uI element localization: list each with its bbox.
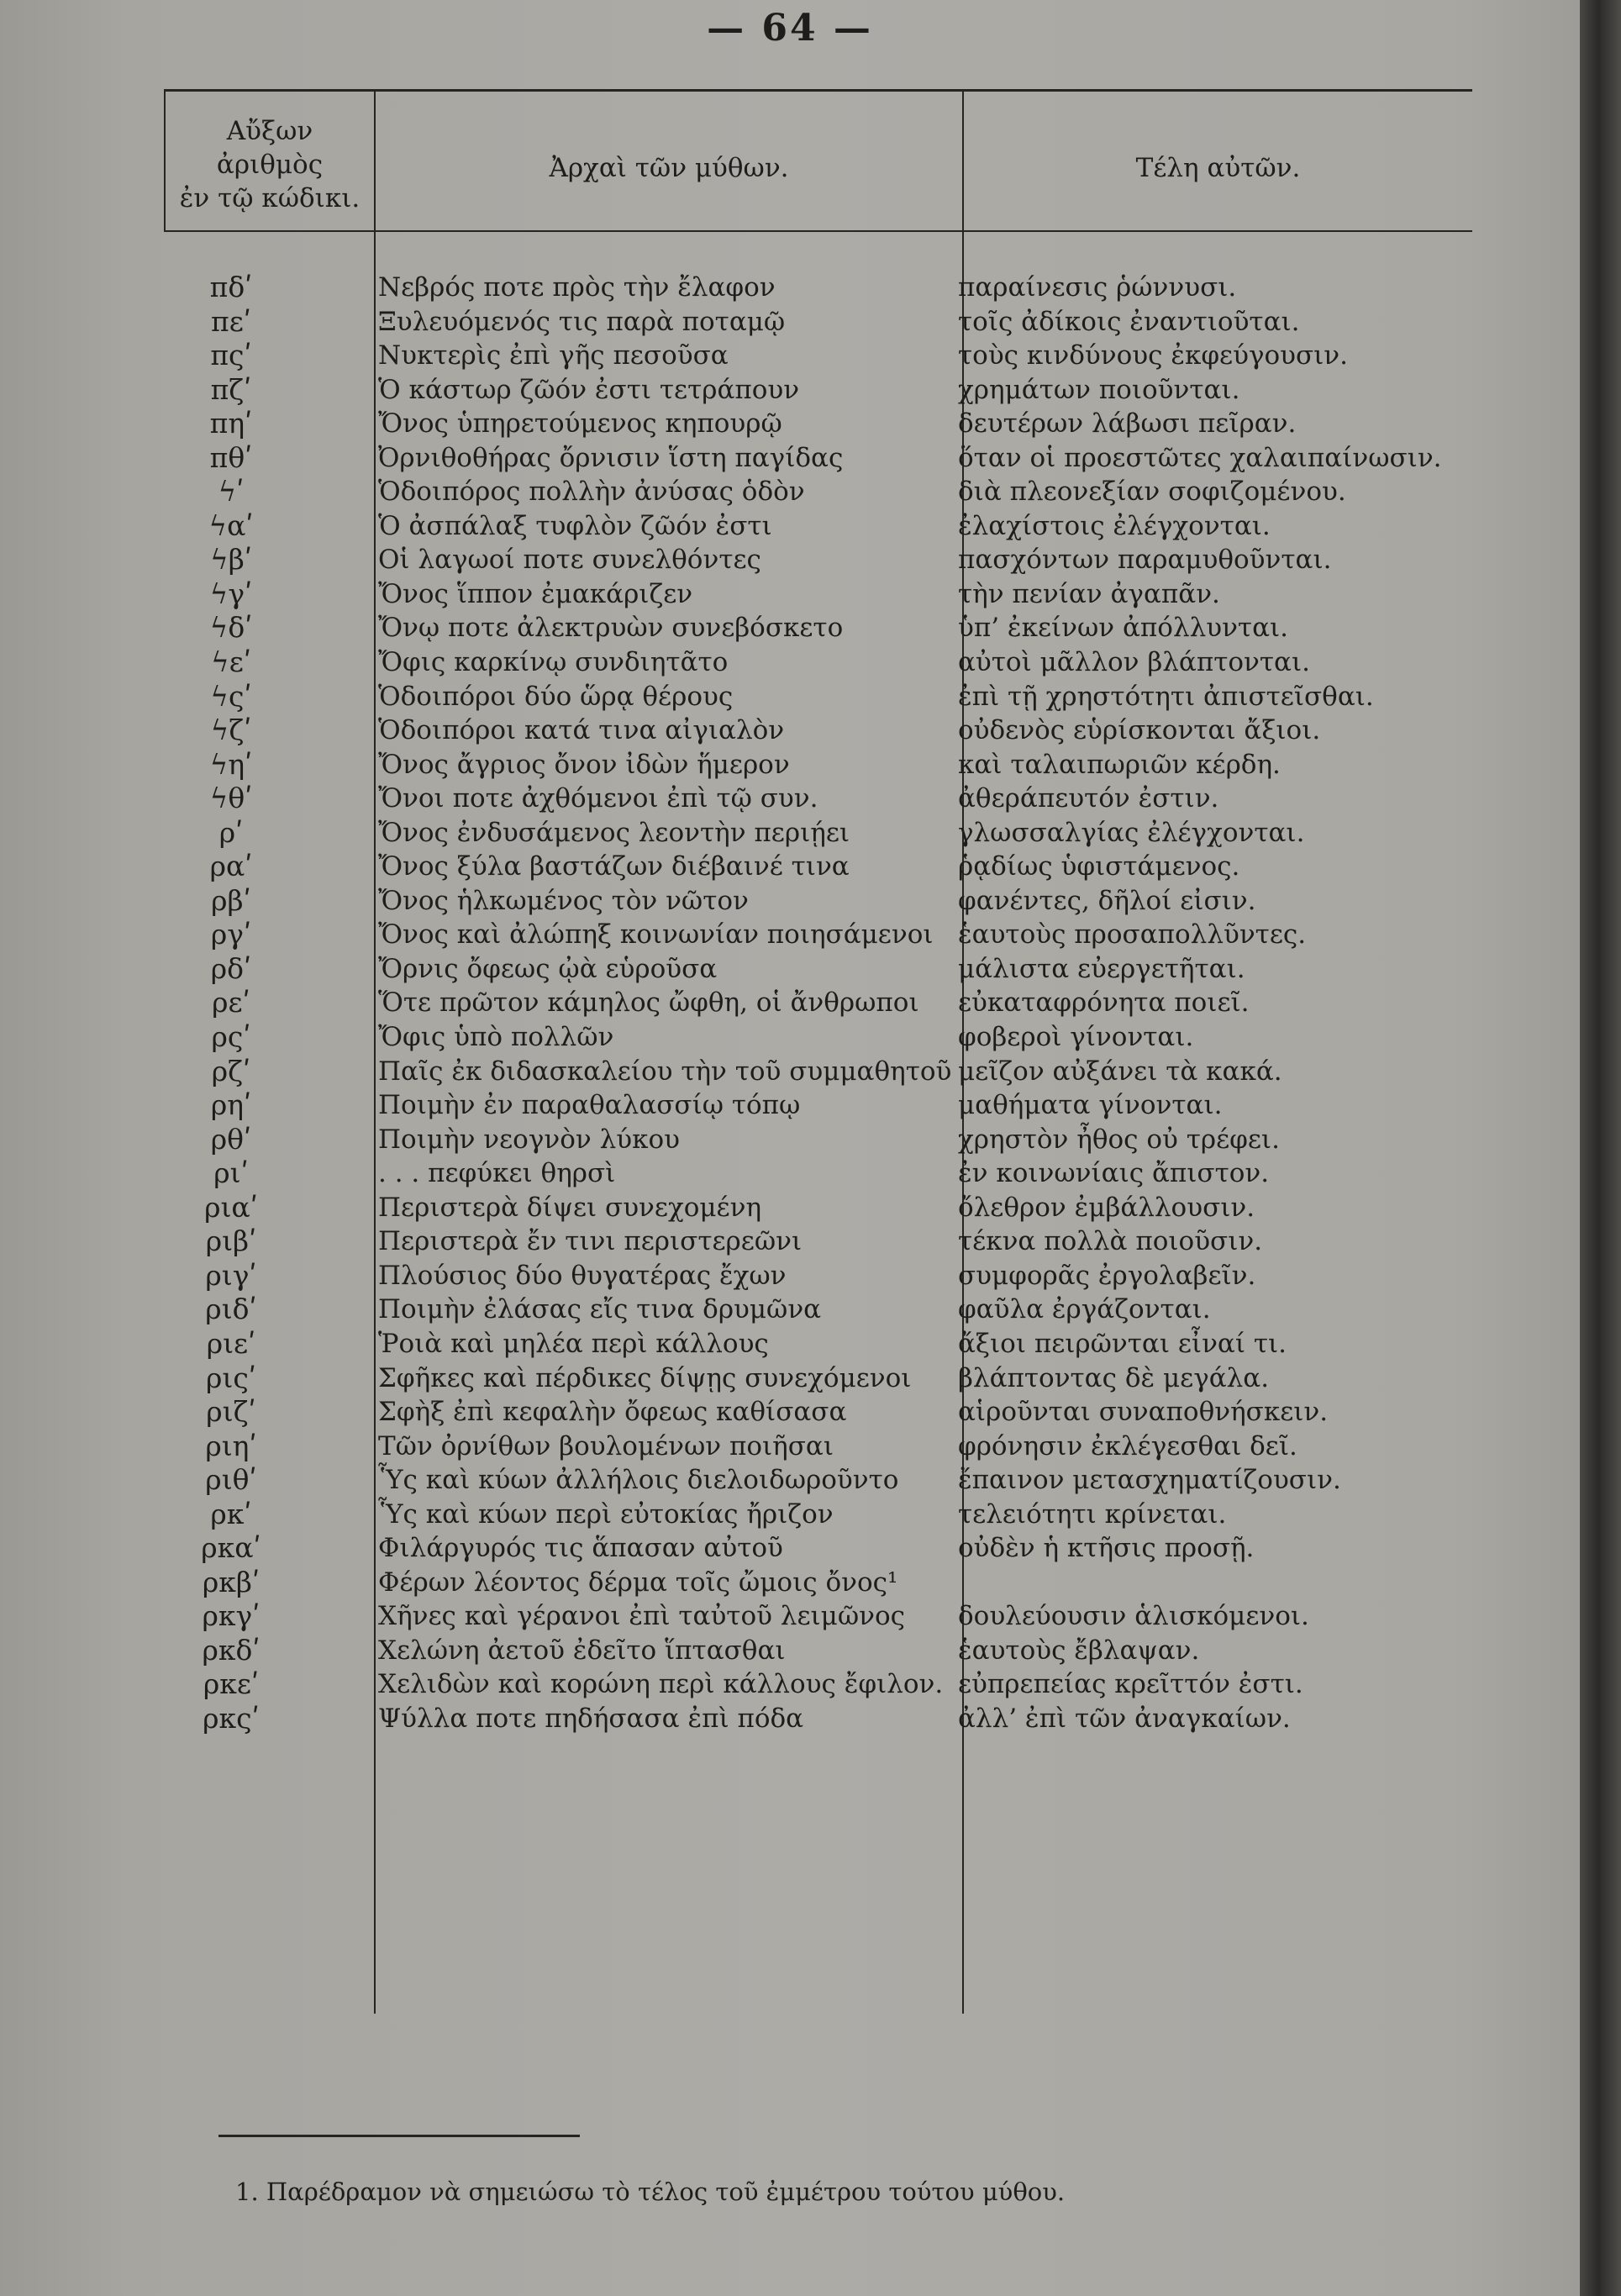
fable-number: ρςʹ xyxy=(211,1020,251,1054)
fable-ending: εὐκαταφρόνητα ποιεῖ. xyxy=(958,987,1250,1019)
fable-number: ϟθʹ xyxy=(209,782,253,815)
fable-number: ϟηʹ xyxy=(209,747,253,781)
fable-ending: τοῖς ἀδίκοις ἐναντιοῦται. xyxy=(958,306,1300,337)
fable-ending: οὐδενὸς εὑρίσκονται ἄξιοι. xyxy=(958,715,1321,746)
fable-ending: πασχόντων παραμυθοῦνται. xyxy=(958,545,1332,576)
fable-beginning: Πλούσιος δύο θυγατέρας ἔχων xyxy=(378,1260,787,1291)
fable-number: πδʹ xyxy=(209,271,253,303)
fable-number: ριαʹ xyxy=(204,1190,258,1224)
footnote-marker: 1. xyxy=(235,2178,259,2206)
fable-ending: ἑαυτοὺς ἔβλαψαν. xyxy=(958,1635,1200,1666)
fable-number: ργʹ xyxy=(210,918,252,951)
fable-number: πςʹ xyxy=(210,339,252,372)
fable-beginning: Ὁ ἀσπάλαξ τυφλὸν ζῶόν ἐστι xyxy=(378,510,772,541)
fable-number: ρζʹ xyxy=(211,1054,251,1087)
fable-beginning: Περιστερὰ ἔν τινι περιστερεῶνι xyxy=(378,1226,803,1257)
fable-beginning: Ὀρνιθοθήρας ὄρνισιν ἵστη παγίδας xyxy=(378,442,844,473)
fable-ending: ἐλαχίστοις ἐλέγχονται. xyxy=(958,510,1271,541)
fable-ending: καὶ ταλαιπωριῶν κέρδη. xyxy=(958,749,1281,780)
fable-number: ριςʹ xyxy=(205,1361,256,1394)
header-start-cell xyxy=(376,151,962,185)
header-end-cell xyxy=(964,151,1472,185)
fable-number: ρκγʹ xyxy=(202,1599,261,1633)
fable-beginning: Ψύλλα ποτε πηδήσασα ἐπὶ πόδα xyxy=(378,1703,804,1734)
fable-number: ϟγʹ xyxy=(209,577,253,610)
fable-beginning: Ὄνος καὶ ἀλώπηξ κοινωνίαν ποιησάμενοι xyxy=(378,919,934,951)
fable-number: ϟαʹ xyxy=(208,508,254,542)
fable-ending: τοὺς κινδύνους ἐκφεύγουσιν. xyxy=(958,340,1349,371)
fable-ending: ἐπὶ τῇ χρηστότητι ἀπιστεῖσθαι. xyxy=(958,681,1374,712)
fable-number: ριδʹ xyxy=(205,1293,257,1326)
fable-number: ρκʹ xyxy=(210,1497,252,1530)
fable-ending: αὐτοὶ μᾶλλον βλάπτονται. xyxy=(958,647,1310,678)
fable-beginning: Τῶν ὀρνίθων βουλομένων ποιῆσαι xyxy=(378,1430,834,1461)
fable-number: ρʹ xyxy=(218,815,244,849)
footnote-rule xyxy=(218,2135,580,2137)
fable-beginning: Ποιμὴν ἐλάσας εἴς τινα δρυμῶνα xyxy=(378,1294,822,1325)
fable-beginning: Χῆνες καὶ γέρανοι ἐπὶ ταὐτοῦ λειμῶνος xyxy=(378,1601,905,1632)
fable-beginning: Ποιμὴν νεογνὸν λύκου xyxy=(378,1124,680,1155)
fable-number: ρκεʹ xyxy=(203,1667,260,1701)
fable-beginning: Ποιμὴν ἐν παραθαλασσίῳ τόπῳ xyxy=(378,1090,801,1121)
fable-beginning: Ὄνος ἵππον ἐμακάριζεν xyxy=(378,578,693,609)
fable-number-column xyxy=(164,271,298,1736)
fable-number: ρδʹ xyxy=(210,951,252,985)
fable-number: ρκδʹ xyxy=(202,1633,261,1667)
fable-beginning: Ὄνος ἡλκωμένος τὸν νῶτον xyxy=(378,885,749,916)
fable-beginning: Ὄνος ὑπηρετούμενος κηπουρῷ xyxy=(378,408,782,440)
fable-ending: ἀλλ’ ἐπὶ τῶν ἀναγκαίων. xyxy=(958,1703,1291,1734)
fable-beginning: Ὁδοιπόροι δύο ὥρᾳ θέρους xyxy=(378,681,734,712)
table-top-rule xyxy=(164,89,1472,92)
fable-number: ριβʹ xyxy=(205,1224,257,1258)
fable-beginning: Ὄνῳ ποτε ἀλεκτρυὼν συνεβόσκετο xyxy=(378,613,844,644)
page-number: — 64 — xyxy=(707,7,873,50)
fable-beginning: Ὅτε πρῶτον κάμηλος ὤφθη, οἱ ἄνθρωποι xyxy=(378,987,919,1019)
fable-number: ρηʹ xyxy=(210,1088,252,1122)
column-divider-1 xyxy=(374,89,376,2014)
fable-beginning: Ῥοιὰ καὶ μηλέα περὶ κάλλους xyxy=(378,1328,769,1359)
fable-number: ρκαʹ xyxy=(201,1531,261,1565)
fable-number: ριζʹ xyxy=(206,1395,256,1429)
fable-ending: παραίνεσις ῥώννυσι. xyxy=(958,272,1237,303)
fable-ending: δουλεύουσιν ἁλισκόμενοι. xyxy=(958,1601,1309,1632)
fable-ending xyxy=(958,1566,1412,1600)
header-bottom-rule xyxy=(164,230,1472,232)
fable-ending: χρημάτων ποιοῦνται. xyxy=(958,374,1240,405)
fable-number: ρκβʹ xyxy=(202,1565,261,1598)
fable-beginning: Ὁδοιπόροι κατά τινα αἰγιαλὸν xyxy=(378,715,785,746)
fable-ending: φανέντες, δῆλοί εἰσιν. xyxy=(958,885,1256,916)
fable-beginning: Σφὴξ ἐπὶ κεφαλὴν ὄφεως καθίσασα xyxy=(378,1397,847,1428)
fable-ending: ἔπαινον μετασχηματίζουσιν. xyxy=(958,1465,1341,1496)
fable-number: ϟʹ xyxy=(218,475,245,508)
fable-ending: βλάπτοντας δὲ μεγάλα. xyxy=(958,1362,1270,1393)
fable-beginning: Ξυλευόμενός τις παρὰ ποταμῷ xyxy=(378,306,786,337)
fable-beginning: Παῖς ἐκ διδασκαλείου τὴν τοῦ συμμαθητοῦ xyxy=(378,1056,952,1087)
fable-ending: οὐδὲν ἡ κτῆσις προσῇ. xyxy=(958,1533,1255,1564)
fable-ending: συμφορᾶς ἐργολαβεῖν. xyxy=(958,1260,1256,1291)
fable-beginning: Ὗς καὶ κύων ἀλλήλοις διελοιδωροῦντο xyxy=(378,1465,899,1496)
fable-number: ϟζʹ xyxy=(210,714,252,747)
fable-beginning: Ὄρνις ὄφεως ᾠὰ εὑροῦσα xyxy=(378,953,718,984)
fable-number: ριγʹ xyxy=(205,1258,257,1292)
fable-ending: ἑαυτοὺς προσαπολλῦντες. xyxy=(958,919,1307,951)
fable-ending: γλωσσαλγίας ἐλέγχονται. xyxy=(958,817,1305,848)
fable-beginning: Ὄνοι ποτε ἀχθόμενοι ἐπὶ τῷ συν. xyxy=(378,783,818,814)
fable-ending: μεῖζον αὐξάνει τὰ κακά. xyxy=(958,1056,1282,1087)
footnote-text: Παρέδραμον νὰ σημειώσω τὸ τέλος τοῦ ἐμμέτρου τούτου μύθου. xyxy=(266,2178,1066,2206)
header-number-cell xyxy=(166,114,374,215)
fable-ending: ῥᾳδίως ὑφιστάμενος. xyxy=(958,851,1240,882)
fable-beginning: Φέρων λέοντος δέρμα τοῖς ὤμοις ὄνος¹ xyxy=(378,1567,898,1598)
fable-beginning: Ὁδοιπόρος πολλὴν ἀνύσας ὁδὸν xyxy=(378,477,805,508)
fable-ending: μάλιστα εὐεργετῆται. xyxy=(958,953,1245,984)
fable-ending: φαῦλα ἐργάζονται. xyxy=(958,1294,1211,1325)
fable-number: ρθʹ xyxy=(210,1122,252,1156)
fable-ending-column xyxy=(958,271,1442,1736)
fable-beginning: Χελώνη ἀετοῦ ἐδεῖτο ἵπτασθαι xyxy=(378,1635,786,1666)
fable-number: ϟςʹ xyxy=(210,679,252,713)
fable-ending: εὐπρεπείας κρεῖττόν ἐστι. xyxy=(958,1669,1303,1700)
fable-number: πθʹ xyxy=(209,440,253,474)
fable-ending: ἄξιοι πειρῶνται εἶναί τι. xyxy=(958,1328,1287,1359)
header-end-label: Τέλη αὐτῶν. xyxy=(1135,153,1301,183)
fable-ending: ὅταν οἱ προεστῶτες χαλαιπαίνωσιν. xyxy=(958,442,1442,473)
fable-ending: μαθήματα γίνονται. xyxy=(958,1090,1223,1121)
fable-beginning: Περιστερὰ δίψει συνεχομένη xyxy=(378,1192,762,1223)
fable-ending: χρηστὸν ἦθος οὐ τρέφει. xyxy=(958,1124,1280,1155)
fable-beginning: Σφῆκες καὶ πέρδικες δίψῃς συνεχόμενοι xyxy=(378,1362,912,1393)
fable-ending: τελειότητι κρίνεται. xyxy=(958,1498,1227,1530)
fable-number: ραʹ xyxy=(209,850,253,883)
fable-beginning: Ὗς καὶ κύων περὶ εὐτοκίας ἤριζον xyxy=(378,1498,834,1530)
fable-ending: ἀθεράπευτόν ἐστιν. xyxy=(958,783,1219,814)
fable-beginning: Ὁ κάστωρ ζῶόν ἐστι τετράπουν xyxy=(378,374,800,405)
fable-number: ϟδʹ xyxy=(209,611,253,645)
fable-ending: φοβεροὶ γίνονται. xyxy=(958,1022,1194,1053)
header-number-line: ἀριθμὸς xyxy=(216,150,324,180)
fable-number: ρκςʹ xyxy=(203,1701,260,1735)
fable-beginning: Νεβρός ποτε πρὸς τὴν ἔλαφον xyxy=(378,272,776,303)
fable-beginning: Νυκτερὶς ἐπὶ γῆς πεσοῦσα xyxy=(378,340,729,371)
footnote xyxy=(235,2178,1065,2206)
fable-beginning: . . . πεφύκει θηρσὶ xyxy=(378,1158,616,1189)
fable-beginning: Ὄνος ἄγριος ὄνον ἰδὼν ἥμερον xyxy=(378,749,790,780)
fable-number: ϟβʹ xyxy=(209,543,253,577)
fable-ending: τέκνα πολλὰ ποιοῦσιν. xyxy=(958,1226,1263,1257)
fable-ending: αἱροῦνται συναποθνήσκειν. xyxy=(958,1397,1329,1428)
fable-beginning: Χελιδὼν καὶ κορώνη περὶ κάλλους ἔφιλον. xyxy=(378,1669,944,1700)
fable-beginning-column xyxy=(378,271,958,1736)
fable-beginning: Φιλάργυρός τις ἅπασαν αὐτοῦ xyxy=(378,1533,783,1564)
fable-number: πζʹ xyxy=(210,372,252,406)
fable-beginning: Ὄφις ὑπὸ πολλῶν xyxy=(378,1022,614,1053)
fable-number: ϟεʹ xyxy=(210,645,252,679)
fable-number: ριηʹ xyxy=(205,1429,257,1462)
fable-number: ριθʹ xyxy=(205,1463,257,1497)
book-spine xyxy=(1580,0,1621,2296)
fable-number: πεʹ xyxy=(211,304,251,338)
fable-ending: διὰ πλεονεξίαν σοφιζομένου. xyxy=(958,477,1346,508)
fable-ending: τὴν πενίαν ἀγαπᾶν. xyxy=(958,578,1220,609)
fable-number: ριεʹ xyxy=(206,1326,256,1360)
fable-beginning: Ὄνος ἐνδυσάμενος λεοντὴν περιῄει xyxy=(378,817,850,848)
fable-ending: ὄλεθρον ἐμβάλλουσιν. xyxy=(958,1192,1255,1223)
fable-number: ρεʹ xyxy=(212,986,250,1019)
header-number-line: ἐν τῷ κώδικι. xyxy=(179,183,361,213)
fable-ending: φρόνησιν ἐκλέγεσθαι δεῖ. xyxy=(958,1430,1297,1461)
fable-ending: ἐν κοινωνίαις ἄπιστον. xyxy=(958,1158,1270,1189)
header-number-line: Αὔξων xyxy=(226,116,313,146)
fable-ending: ὑπ’ ἐκείνων ἀπόλλυνται. xyxy=(958,613,1289,644)
fable-number: ρβʹ xyxy=(211,883,251,917)
fable-beginning: Οἱ λαγωοί ποτε συνελθόντες xyxy=(378,545,761,576)
fable-beginning: Ὄνος ξύλα βαστάζων διέβαινέ τινα xyxy=(378,851,850,882)
fable-number: πηʹ xyxy=(209,407,253,440)
header-start-label: Ἀρχαὶ τῶν μύθων. xyxy=(549,153,789,183)
fable-beginning: Ὄφις καρκίνῳ συνδιητᾶτο xyxy=(378,647,729,678)
fable-ending: δευτέρων λάβωσι πεῖραν. xyxy=(958,408,1297,440)
fable-number: ριʹ xyxy=(213,1156,249,1190)
